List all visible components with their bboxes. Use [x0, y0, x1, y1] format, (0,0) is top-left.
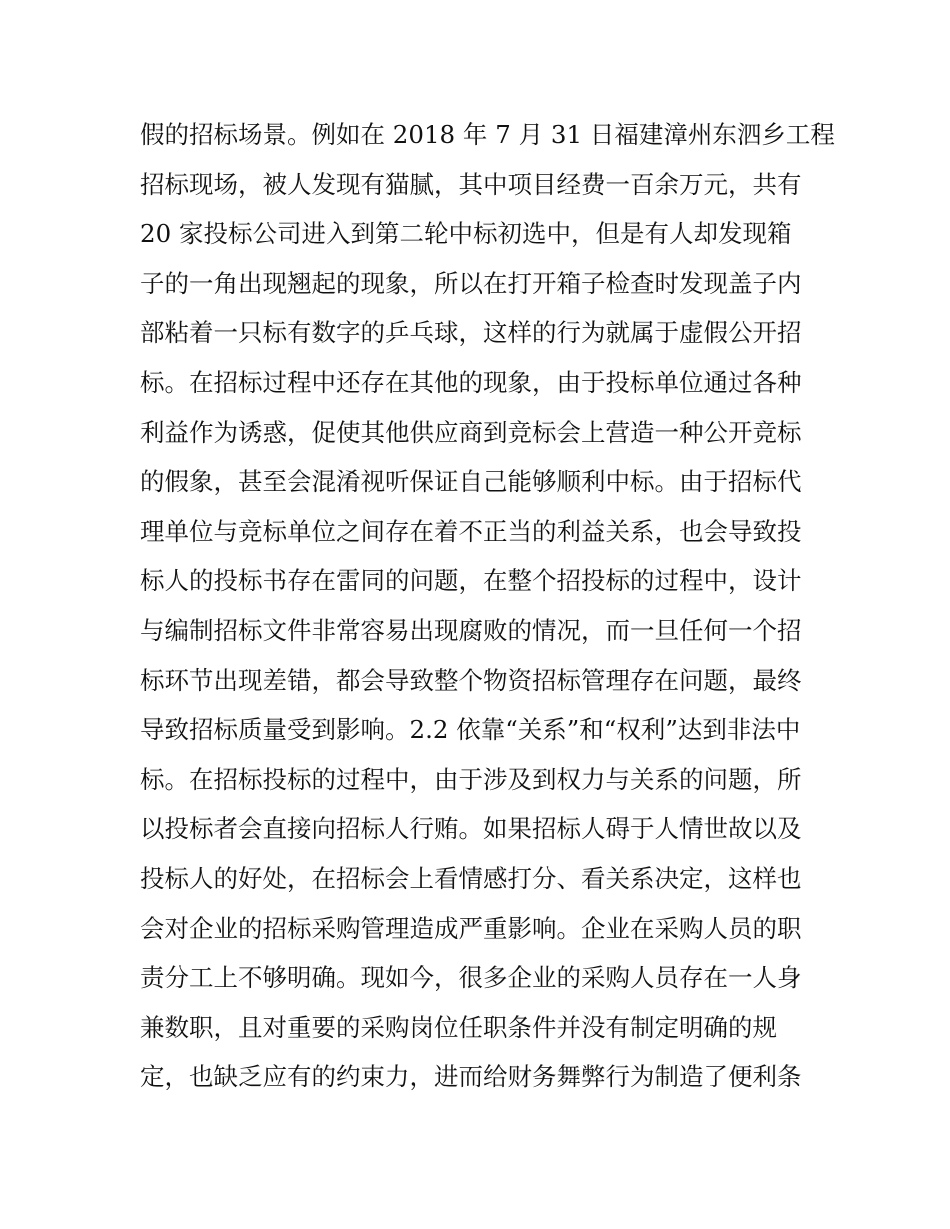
text-line: 部粘着一只标有数字的乒乓球，这样的行为就属于虚假公开招: [140, 318, 802, 348]
text-line: 责分工上不够明确。现如今，很多企业的采购人员存在一人身: [140, 963, 802, 993]
text-line: 利益作为诱惑，促使其他供应商到竞标会上营造一种公开竞标: [140, 417, 802, 447]
text-line: 子的一角出现翘起的现象，所以在打开箱子检查时发现盖子内: [140, 268, 802, 298]
text-line: 与编制招标文件非常容易出现腐败的情况，而一旦任何一个招: [140, 615, 802, 645]
text-line: 定，也缺乏应有的约束力，进而给财务舞弊行为制造了便利条: [140, 1062, 802, 1092]
text-line: 标人的投标书存在雷同的问题，在整个招投标的过程中，设计: [140, 566, 802, 596]
text-line: 标环节出现差错，都会导致整个物资招标管理存在问题，最终: [140, 665, 802, 695]
text-line: 兼数职，且对重要的采购岗位任职条件并没有制定明确的规: [140, 1012, 777, 1042]
text-line: 会对企业的招标采购管理造成严重影响。企业在采购人员的职: [140, 913, 802, 943]
text-line: 标。在招标过程中还存在其他的现象，由于投标单位通过各种: [140, 367, 802, 397]
text-line: 导致招标质量受到影响。2.2 依靠“关系”和“权利”达到非法中: [140, 715, 801, 745]
text-line: 标。在招标投标的过程中，由于涉及到权力与关系的问题，所: [140, 764, 802, 794]
text-line: 以投标者会直接向招标人行贿。如果招标人碍于人情世故以及: [140, 814, 802, 844]
text-line: 的假象，甚至会混淆视听保证自己能够顺利中标。由于招标代: [140, 467, 802, 497]
text-line: 招标现场，被人发现有猫腻，其中项目经费一百余万元，共有: [140, 169, 802, 199]
body-paragraph: [140, 110, 835, 1102]
text-line: 假的招标场景。例如在 2018 年 7 月 31 日福建漳州东泗乡工程: [140, 120, 835, 149]
text-line: 20 家投标公司进入到第二轮中标初选中，但是有人却发现箱: [140, 219, 792, 249]
text-line: 投标人的好处，在招标会上看情感打分、看关系决定，这样也: [140, 863, 802, 893]
text-line: 理单位与竞标单位之间存在着不正当的利益关系，也会导致投: [140, 516, 802, 546]
